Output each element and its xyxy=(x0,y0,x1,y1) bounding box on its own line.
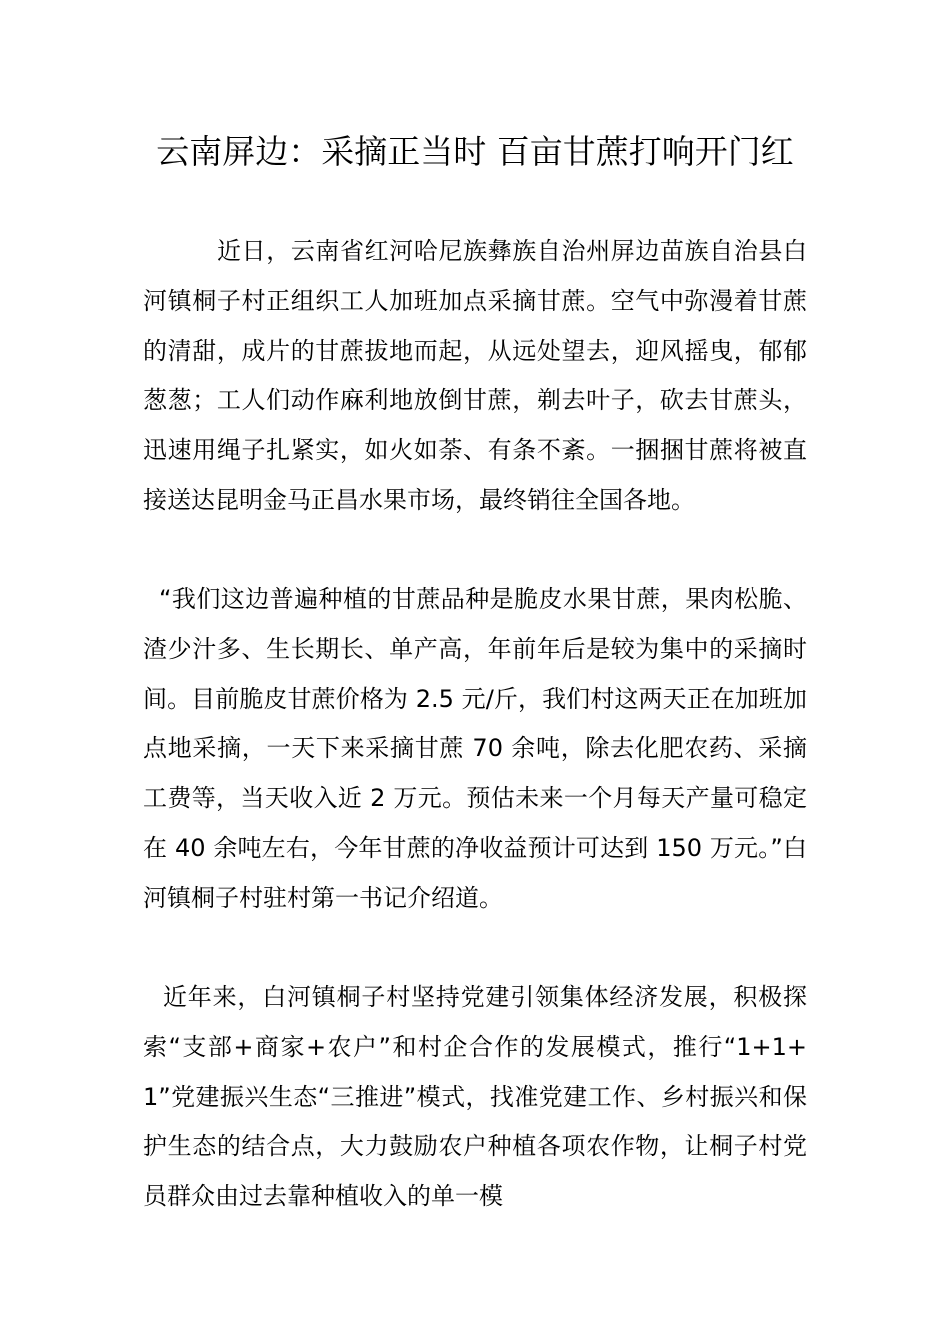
paragraph-2: “我们这边普遍种植的甘蔗品种是脆皮水果甘蔗，果肉松脆、渣少汁多、生长期长、单产高，年前年后是较为集中的采摘时间。目前脆皮甘蔗价格为 2.5 元/斤，我们村这两天正在加班加点地采摘，一天下来采摘甘蔗 70 余吨，除去化肥农药、采摘工费等，当天收入近 2 万元。预估未来一个月每天产量可稳定在 40 余吨左右，今年甘蔗的净收益预计可达到 150 万元。”白河镇桐子村驻村第一书记介绍道。 xyxy=(143,585,807,912)
paragraph-3: 近年来，白河镇桐子村坚持党建引领集体经济发展，积极探索“支部+商家+农户”和村企合作的发展模式，推行“1+1+1”党建振兴生态“三推进”模式，找准党建工作、乡村振兴和保护生态的结合点，大力鼓励农户种植各项农作物，让桐子村党员群众由过去靠种植收入的单一模 xyxy=(143,983,807,1211)
article-title: 云南屏边：采摘正当时 百亩甘蔗打响开门红 xyxy=(156,132,794,171)
paragraph-1: 近日，云南省红河哈尼族彝族自治州屏边苗族自治县白河镇桐子村正组织工人加班加点采摘甘蔗。空气中弥漫着甘蔗的清甜，成片的甘蔗拔地而起，从远处望去，迎风摇曳，郁郁葱葱；工人们动作麻利地放倒甘蔗，剃去叶子，砍去甘蔗头，迅速用绳子扎紧实，如火如荼、有条不紊。一捆捆甘蔗将被直接送达昆明金马正昌水果市场，最终销往全国各地。 xyxy=(143,237,807,514)
